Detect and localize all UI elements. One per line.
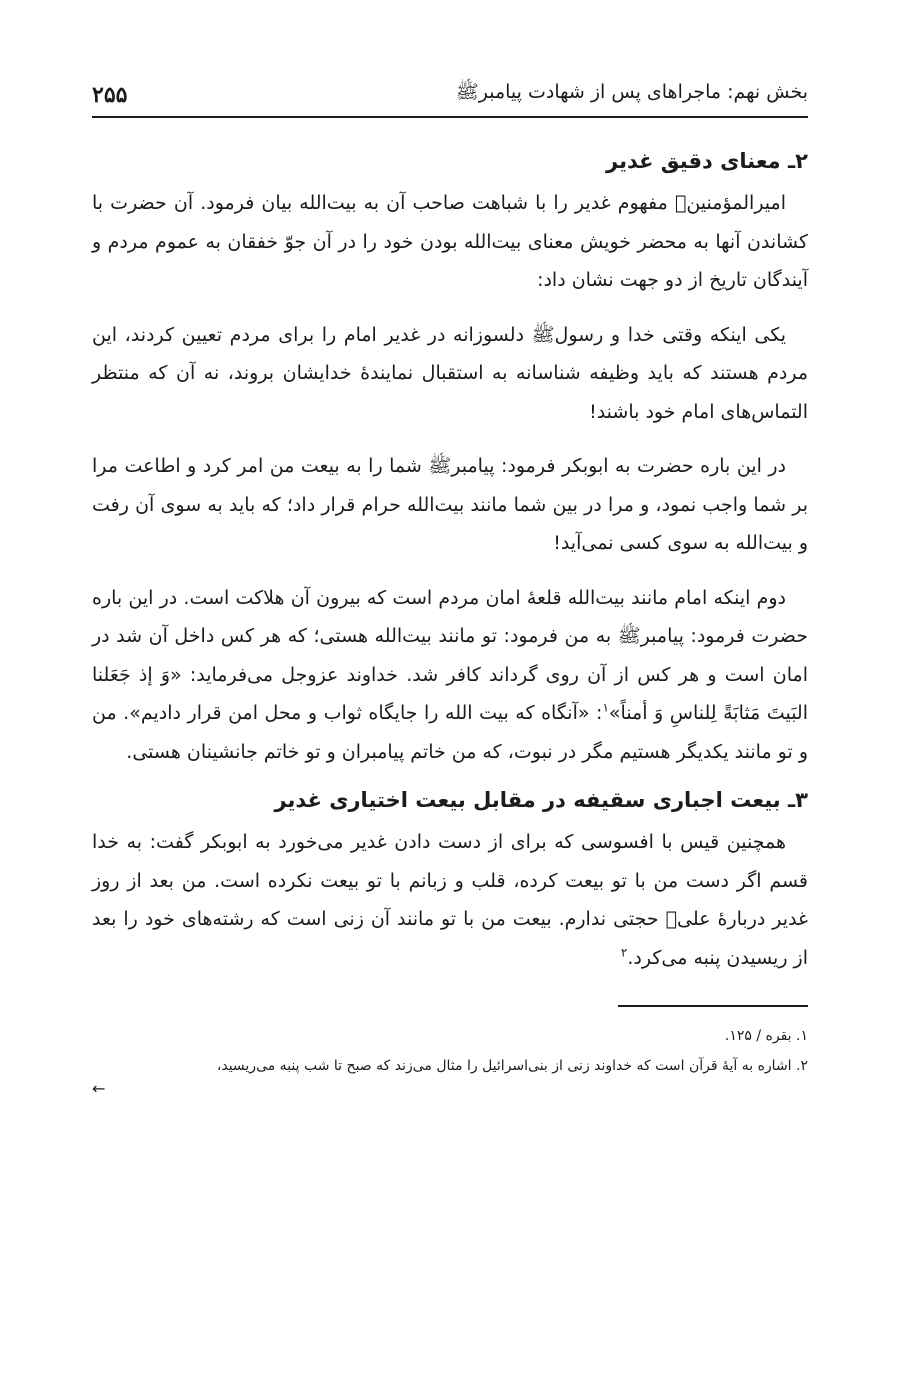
running-title: بخش نهم: ماجراهای پس از شهادت پیامبرﷺ xyxy=(455,81,808,103)
footnote-1: ۱. بقره / ۱۲۵. xyxy=(724,1028,808,1044)
footnote-ref-1: ۱ xyxy=(602,700,609,715)
page-header xyxy=(92,70,808,118)
paragraph-5 xyxy=(92,823,808,977)
paragraph-4-text-a: دوم اینکه امام مانند بیت‌الله قلعهٔ امان مردم است که بیرون آن هلاکت است. در این باره حضرت فرمود: پیامبرﷺ به من فرمود: تو مانند بیت‌الله هستی؛ که هر کس داخل آن شد در امان است و هر کس از آن روی گرداند کافر شد. خداوند عزوجل می‌فرماید: «وَ إذ جَعَلنا البَیتَ مَثابَةً لِلناسِ وَ أمناً» xyxy=(92,586,808,724)
footnote-2: ۲. اشاره به آیهٔ قرآن است که خداوند زنی از بنی‌اسرائیل را مثال می‌زند که صبح تا شب پنبه می‌ریسید، xyxy=(216,1058,808,1074)
paragraph-1: امیرالمؤمنینؑ مفهوم غدیر را با شباهت صاحب آن به بیت‌الله بیان فرمود. آن حضرت با کشاندن آنها به محضر خویش معنای بیت‌الله بودن خود را در آن جوّ خفقان به عموم مردم و آیندگان تاریخ از دو جهت نشان داد: xyxy=(92,192,808,291)
continuation-arrow-icon: ← xyxy=(92,1079,106,1098)
paragraph-4-text-b: : «آنگاه که بیت الله را جایگاه ثواب و محل امن قرار دادیم». من و تو مانند یکدیگر هستیم مگر در نبوت، که من خاتم پیامبران و تو خاتم جانشینان هستی. xyxy=(92,702,808,763)
paragraph-4 xyxy=(92,579,808,772)
page-number: ۲۵۵ xyxy=(92,82,128,108)
footnote-ref-2: ۲ xyxy=(620,945,628,960)
section-heading-2: ۲ـ معنای دقیق غدیر xyxy=(606,149,808,173)
paragraph-3: در این باره حضرت به ابوبکر فرمود: پیامبرﷺ شما را به بیعت من امر کرد و اطاعت مرا بر شما واجب نمود، و مرا در بین شما مانند بیت‌الله حرام قرار داد؛ که باید به سوی آن رفت و بیت‌الله به سوی کسی نمی‌آید! xyxy=(92,455,808,554)
section-heading-3: ۳ـ بیعت اجباری سقیفه در مقابل بیعت اختیاری غدیر xyxy=(274,788,808,812)
paragraph-2: یکی اینکه وقتی خدا و رسولﷺ دلسوزانه در غدیر امام را برای مردم تعیین کردند، این مردم هستند که باید وظیفه شناسانه به استقبال نمایندهٔ خدایشان بروند، نه آن که منتظر التماس‌های امام خود باشند! xyxy=(92,323,808,423)
paragraph-5-text: همچنین قیس با افسوسی که برای از دست دادن غدیر می‌خورد به ابوبکر گفت: به خدا قسم اگر دست من با تو بیعت کرده، قلب و زبانم با تو بیعت نکرده است. من بعد از روز غدیر دربارهٔ علیؑ حجتی ندارم. بیعت من با تو مانند آن زنی است که رشته‌های خود را بعد از ریسیدن پنبه می‌کرد. xyxy=(92,831,808,969)
book-page xyxy=(92,70,808,1370)
footnote-divider xyxy=(618,1005,808,1007)
